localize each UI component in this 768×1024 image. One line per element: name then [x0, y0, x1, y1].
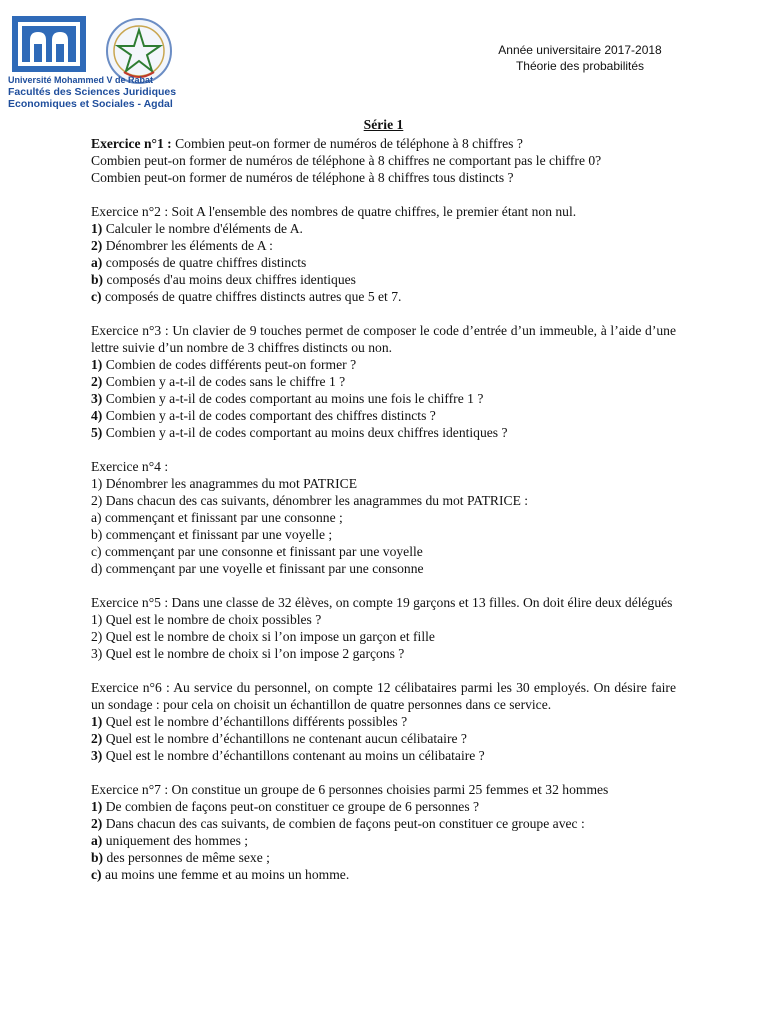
exercise-1-label: Exercice n°1 : [91, 136, 172, 151]
item-text: Calculer le nombre d'éléments de A. [102, 221, 303, 236]
exercise-3-item [91, 424, 676, 441]
item-key: 2) [91, 374, 103, 389]
exercise-2-intro: Exercice n°2 : Soit A l'ensemble des nombres de quatre chiffres, le premier étant non nul. [91, 204, 577, 219]
item-text: Combien y a-t-il de codes sans le chiffre 1 ? [102, 374, 346, 389]
exercise-2-item [91, 220, 676, 237]
exercise-4-line: 2) Dans chacun des cas suivants, dénombrer les anagrammes du mot PATRICE : [91, 493, 529, 508]
exercise-5 [91, 594, 676, 662]
item-text: composés de quatre chiffres distincts autres que 5 et 7. [101, 289, 402, 304]
exercise-7-item [91, 866, 676, 883]
item-text: Combien y a-t-il de codes comportant des chiffres distincts ? [102, 408, 436, 423]
header-logos [8, 10, 208, 120]
item-text: au moins une femme et au moins un homme. [101, 867, 350, 882]
item-key: 4) [91, 408, 103, 423]
exercise-6-intro: Exercice n°6 : Au service du personnel, on compte 12 célibataires parmi les 30 employés. On désire faire un sondage : pour cela on choisit un échantillon de quatre personnes dans ce service. [91, 680, 676, 712]
exercise-3-intro: Exercice n°3 : Un clavier de 9 touches permet de composer le code d’entrée d’un immeuble, à l’aide d’une lettre suivie d’un nombre de 3 chiffres distincts ou non. [91, 323, 676, 355]
exercise-3-item [91, 356, 676, 373]
exercise-4 [91, 458, 676, 577]
item-key: 2) [91, 731, 103, 746]
exercise-7-item [91, 798, 676, 815]
exercise-4-line: b) commençant et finissant par une voyelle ; [91, 527, 333, 542]
exercise-1-q2: Combien peut-on former de numéros de téléphone à 8 chiffres ne comportant pas le chiffre 0? [91, 153, 602, 168]
item-key: 1) [91, 714, 103, 729]
exercise-5-intro: Exercice n°5 : Dans une classe de 32 élèves, on compte 19 garçons et 13 filles. On doit élire deux délégués [91, 595, 673, 610]
document-header [470, 42, 690, 74]
item-text: composés de quatre chiffres distincts [102, 255, 307, 270]
item-key: 2) [91, 816, 103, 831]
exercise-7-item [91, 815, 676, 832]
series-title: Série 1 [363, 117, 404, 132]
exercise-2-item [91, 237, 676, 254]
item-key: b) [91, 272, 104, 287]
exercise-4-line: a) commençant et finissant par une consonne ; [91, 510, 343, 525]
item-text: Quel est le nombre d’échantillons contenant au moins un célibataire ? [102, 748, 485, 763]
exercise-4-line: d) commençant par une voyelle et finissant par une consonne [91, 561, 424, 576]
item-key: 3) [91, 748, 103, 763]
item-text: des personnes de même sexe ; [103, 850, 270, 865]
exercise-4-line: 1) Dénombrer les anagrammes du mot PATRICE [91, 476, 358, 491]
exercise-7 [91, 781, 676, 883]
university-logo [10, 14, 88, 74]
exercise-5-line: 2) Quel est le nombre de choix si l’on impose un garçon et fille [91, 629, 435, 644]
exercise-5-line: 1) Quel est le nombre de choix possibles ? [91, 612, 322, 627]
item-key: a) [91, 255, 103, 270]
exercise-5-line: 3) Quel est le nombre de choix si l’on impose 2 garçons ? [91, 646, 405, 661]
item-text: Dénombrer les éléments de A : [102, 238, 273, 253]
item-text: Quel est le nombre d’échantillons ne contenant aucun célibataire ? [102, 731, 467, 746]
exercise-7-intro: Exercice n°7 : On constitue un groupe de 6 personnes choisies parmi 25 femmes et 32 hommes [91, 782, 609, 797]
exercise-3 [91, 322, 676, 441]
exercise-4-intro: Exercice n°4 : [91, 459, 169, 474]
item-text: uniquement des hommes ; [102, 833, 249, 848]
item-key: b) [91, 850, 104, 865]
exercise-4-line: c) commençant par une consonne et finissant par une voyelle [91, 544, 423, 559]
exercise-1-q3: Combien peut-on former de numéros de téléphone à 8 chiffres tous distincts ? [91, 170, 514, 185]
item-key: c) [91, 867, 102, 882]
university-name: Université Mohammed V de Rabat [8, 75, 154, 85]
item-text: Combien y a-t-il de codes comportant au moins deux chiffres identiques ? [102, 425, 508, 440]
exercise-2-item [91, 271, 676, 288]
item-text: Combien de codes différents peut-on former ? [102, 357, 357, 372]
item-key: 1) [91, 357, 103, 372]
exercise-1 [91, 135, 676, 186]
academic-year: Année universitaire 2017-2018 [498, 43, 662, 57]
item-key: 2) [91, 238, 103, 253]
exercise-2 [91, 203, 676, 305]
item-text: Dans chacun des cas suivants, de combien de façons peut-on constituer ce groupe avec : [102, 816, 585, 831]
exercise-7-item [91, 849, 676, 866]
exercise-6-item [91, 747, 676, 764]
item-text: Quel est le nombre d’échantillons différents possibles ? [102, 714, 408, 729]
course-title: Théorie des probabilités [515, 59, 645, 73]
exercise-7-item [91, 832, 676, 849]
exercise-6 [91, 679, 676, 764]
exercise-1-q1 [91, 135, 676, 152]
item-key: 1) [91, 799, 103, 814]
exercise-1-q1-text: Combien peut-on former de numéros de téléphone à 8 chiffres ? [171, 136, 523, 151]
exercise-2-item [91, 288, 676, 305]
item-text: De combien de façons peut-on constituer ce groupe de 6 personnes ? [102, 799, 480, 814]
exercise-2-item [91, 254, 676, 271]
university-name-block [8, 74, 208, 110]
exercise-6-item [91, 730, 676, 747]
item-text: composés d'au moins deux chiffres identiques [103, 272, 356, 287]
item-key: c) [91, 289, 102, 304]
item-key: a) [91, 833, 103, 848]
item-text: Combien y a-t-il de codes comportant au moins une fois le chiffre 1 ? [102, 391, 484, 406]
item-key: 3) [91, 391, 103, 406]
faculty-name-line1: Facultés des Sciences Juridiques [8, 86, 177, 98]
exercise-3-item [91, 407, 676, 424]
exercise-6-item [91, 713, 676, 730]
faculty-name-line2: Economiques et Sociales - Agdal [8, 98, 173, 110]
exercise-sheet [91, 116, 676, 900]
exercise-3-item [91, 390, 676, 407]
exercise-3-item [91, 373, 676, 390]
item-key: 5) [91, 425, 103, 440]
item-key: 1) [91, 221, 103, 236]
